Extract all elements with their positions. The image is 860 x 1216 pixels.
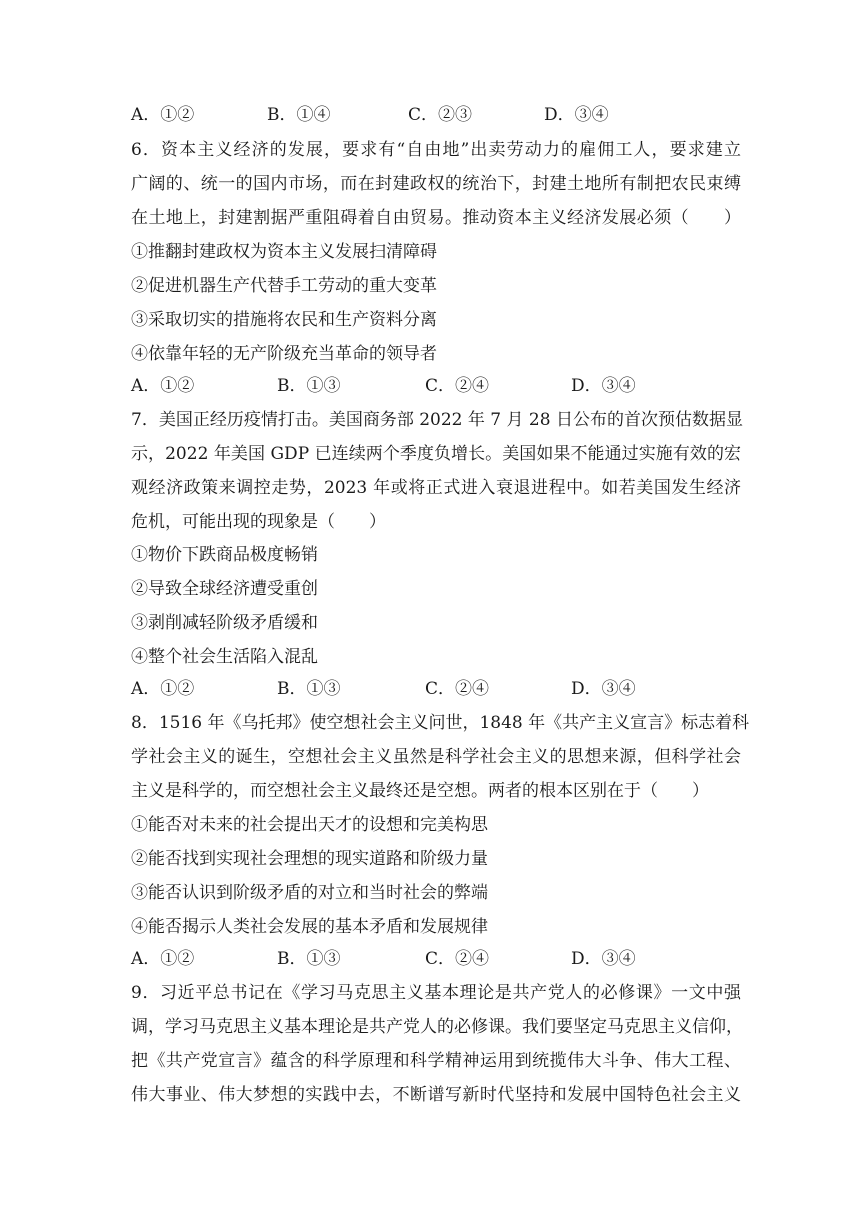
option-d[interactable]: D．③④ bbox=[571, 949, 636, 969]
q6-item: ②促进机器生产代替手工劳动的重大变革 bbox=[131, 276, 437, 296]
q7-item: ④整个社会生活陷入混乱 bbox=[131, 647, 318, 667]
q7-stem-line: 示，2022 年美国 GDP 已连续两个季度负增长。美国如果不能通过实施有效的宏 bbox=[131, 444, 741, 464]
option-a[interactable]: A．①② bbox=[131, 376, 195, 396]
q7-stem-line: 危机，可能出现的现象是（ ） bbox=[131, 512, 386, 532]
option-b[interactable]: B．①④ bbox=[267, 105, 331, 125]
q7-stem-line: 7．美国正经历疫情打击。美国商务部 2022 年 7 月 28 日公布的首次预估数据显 bbox=[131, 410, 743, 430]
option-a[interactable]: A．①② bbox=[131, 105, 195, 125]
q9-stem-line: 调，学习马克思主义基本理论是共产党人的必修课。我们要坚定马克思主义信仰， bbox=[131, 1017, 743, 1037]
q9-stem-line: 伟大事业、伟大梦想的实践中去，不断谱写新时代坚持和发展中国特色社会主义 bbox=[131, 1085, 741, 1105]
q8-item: ③能否认识到阶级矛盾的对立和当时社会的弊端 bbox=[131, 883, 488, 903]
q9-stem-line: 9．习近平总书记在《学习马克思主义基本理论是共产党人的必修课》一文中强 bbox=[131, 983, 741, 1003]
q8-item: ④能否揭示人类社会发展的基本矛盾和发展规律 bbox=[131, 917, 488, 937]
q8-item: ②能否找到实现社会理想的现实道路和阶级力量 bbox=[131, 849, 488, 869]
option-a[interactable]: A．①② bbox=[131, 949, 195, 969]
q6-item: ③采取切实的措施将农民和生产资料分离 bbox=[131, 310, 437, 330]
option-c[interactable]: C．②④ bbox=[425, 679, 490, 699]
option-c[interactable]: C．②④ bbox=[425, 949, 490, 969]
q6-item: ①推翻封建政权为资本主义发展扫清障碍 bbox=[131, 242, 437, 262]
option-d[interactable]: D．③④ bbox=[571, 376, 636, 396]
q9-stem-line: 把《共产党宣言》蕴含的科学原理和科学精神运用到统揽伟大斗争、伟大工程、 bbox=[131, 1051, 741, 1071]
option-b[interactable]: B．①③ bbox=[277, 679, 341, 699]
q7-item: ①物价下跌商品极度畅销 bbox=[131, 545, 318, 565]
option-b[interactable]: B．①③ bbox=[277, 949, 341, 969]
option-b[interactable]: B．①③ bbox=[277, 376, 341, 396]
q6-item: ④依靠年轻的无产阶级充当革命的领导者 bbox=[131, 344, 437, 364]
q7-item: ②导致全球经济遭受重创 bbox=[131, 579, 318, 599]
option-d[interactable]: D．③④ bbox=[544, 105, 609, 125]
q8-stem-line: 学社会主义的诞生，空想社会主义虽然是科学社会主义的思想来源，但科学社会 bbox=[131, 747, 741, 767]
option-a[interactable]: A．①② bbox=[131, 679, 195, 699]
q7-stem-line: 观经济政策来调控走势，2023 年或将正式进入衰退进程中。如若美国发生经济 bbox=[131, 478, 741, 498]
option-c[interactable]: C．②④ bbox=[425, 376, 490, 396]
q7-item: ③剥削减轻阶级矛盾缓和 bbox=[131, 613, 318, 633]
q6-stem-line: 6．资本主义经济的发展，要求有“自由地”出卖劳动力的雇佣工人，要求建立 bbox=[131, 140, 741, 160]
q6-stem-line: 在土地上，封建割据严重阻碍着自由贸易。推动资本主义经济发展必须（ ） bbox=[131, 208, 741, 228]
q8-stem-line: 8．1516 年《乌托邦》使空想社会主义问世，1848 年《共产主义宣言》标志着科 bbox=[131, 713, 750, 733]
option-d[interactable]: D．③④ bbox=[571, 679, 636, 699]
q8-stem-line: 主义是科学的，而空想社会主义最终还是空想。两者的根本区别在于（ ） bbox=[131, 781, 709, 801]
q6-stem-line: 广阔的、统一的国内市场，而在封建政权的统治下，封建土地所有制把农民束缚 bbox=[131, 174, 741, 194]
q8-item: ①能否对未来的社会提出天才的设想和完美构思 bbox=[131, 815, 488, 835]
option-c[interactable]: C．②③ bbox=[408, 105, 473, 125]
